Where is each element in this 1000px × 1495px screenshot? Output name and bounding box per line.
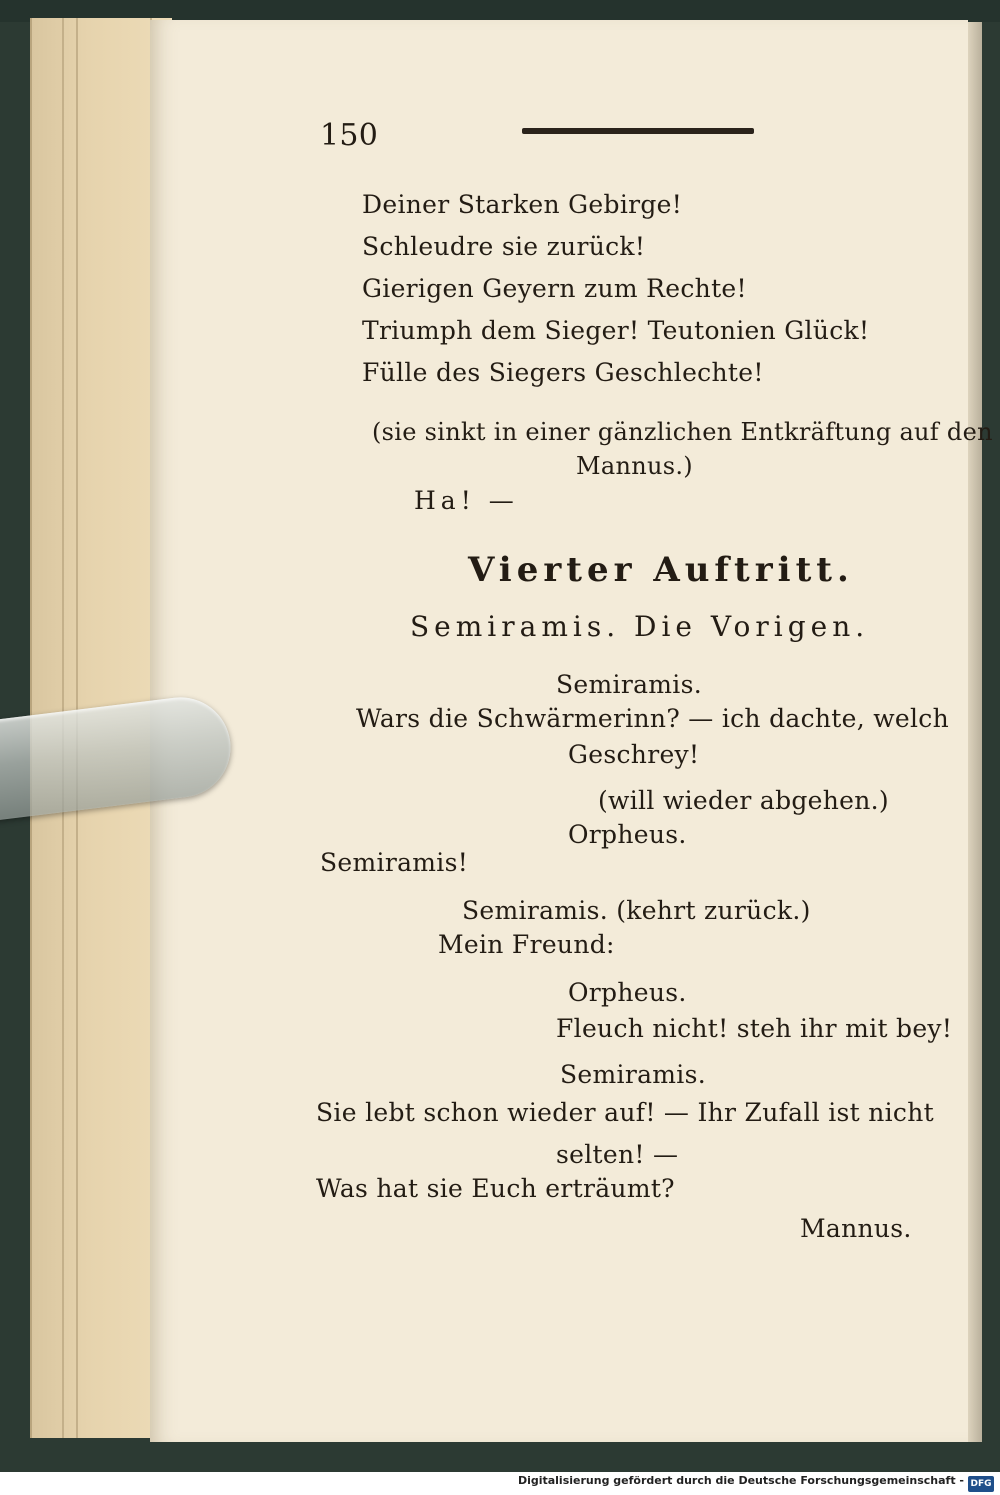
- verse-line: Schleudre sie zurück!: [362, 232, 646, 261]
- verse-line: Deiner Starken Gebirge!: [362, 190, 683, 219]
- speaker-name: Semiramis.: [556, 670, 702, 699]
- dialogue-line: Mein Freund:: [438, 930, 615, 959]
- dialogue-line: Geschrey!: [568, 740, 700, 769]
- stage-direction: Mannus.): [576, 452, 693, 480]
- speaker-name: Semiramis. (kehrt zurück.): [462, 896, 811, 925]
- dialogue-line: Semiramis!: [320, 848, 469, 877]
- dialogue-line: Fleuch nicht! steh ihr mit bey!: [556, 1014, 953, 1043]
- page-number: 150: [320, 118, 379, 153]
- scene-cast: Semiramis. Die Vorigen.: [410, 610, 870, 643]
- dialogue-line: Was hat sie Euch erträumt?: [316, 1174, 675, 1203]
- catchword: Mannus.: [800, 1214, 912, 1243]
- funding-credit: Digitalisierung gefördert durch die Deutsche Forschungsgemeinschaft -: [517, 1474, 964, 1487]
- verse-line: Fülle des Siegers Geschlechte!: [362, 358, 764, 387]
- dialogue-line: selten! —: [556, 1140, 679, 1169]
- dfg-logo-icon: DFG: [968, 1476, 994, 1492]
- speaker-name: Orpheus.: [568, 978, 687, 1007]
- stage-direction: (will wieder abgehen.): [598, 786, 889, 815]
- header-rule: [522, 128, 754, 134]
- speaker-name: Orpheus.: [568, 820, 687, 849]
- dialogue-line: Sie lebt schon wieder auf! — Ihr Zufall ist nicht: [316, 1098, 934, 1127]
- speaker-name: Semiramis.: [560, 1060, 706, 1089]
- stage-direction: (sie sinkt in einer gänzlichen Entkräftung auf den: [372, 418, 993, 446]
- verse-line: Triumph dem Sieger! Teutonien Glück!: [362, 316, 870, 345]
- scene-heading: Vierter Auftritt.: [468, 550, 854, 590]
- exclamation: Ha! —: [414, 486, 519, 515]
- verse-line: Gierigen Geyern zum Rechte!: [362, 274, 747, 303]
- dialogue-line: Wars die Schwärmerinn? — ich dachte, welch: [356, 704, 950, 733]
